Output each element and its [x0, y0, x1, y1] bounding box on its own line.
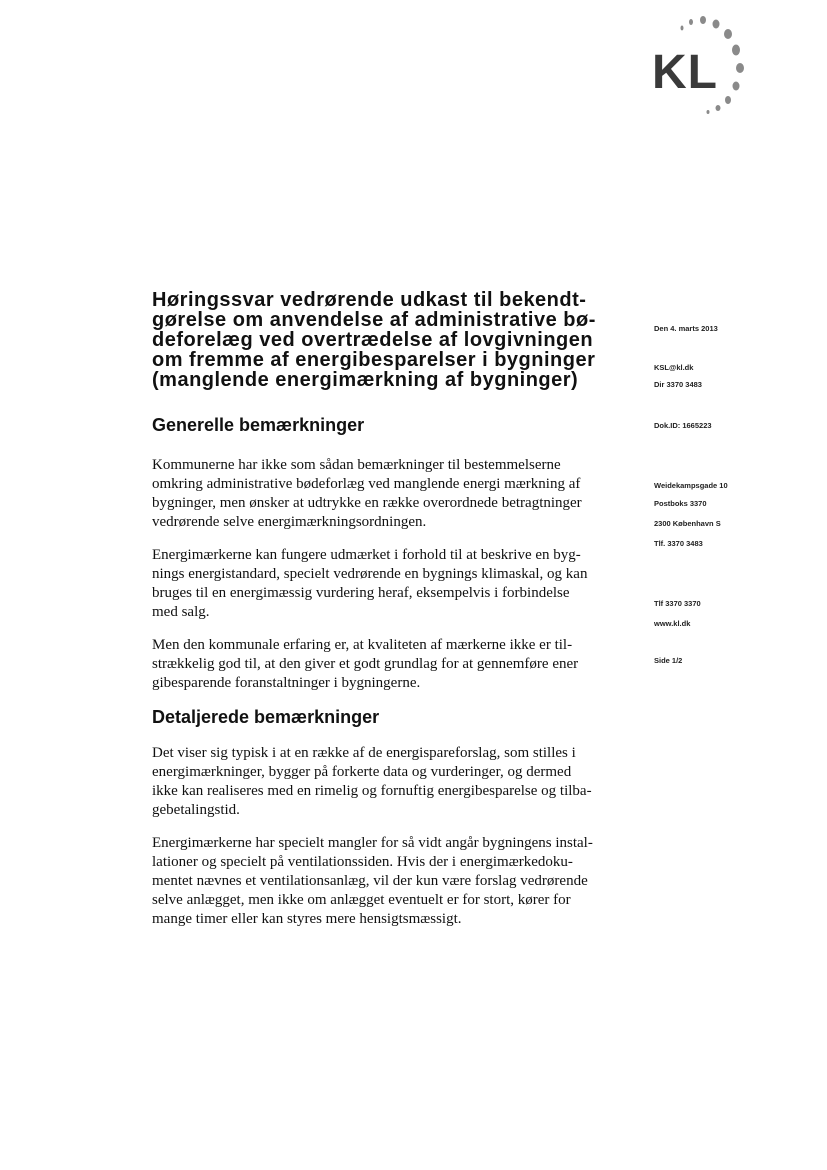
sidebar-phone2: Tlf 3370 3370 — [654, 599, 701, 608]
text-line: Energimærkerne kan fungere udmærket i forhold til at beskrive en byg- — [152, 547, 581, 563]
sidebar-city: 2300 København S — [654, 519, 721, 528]
title-line: (manglende energimærkning af bygninger) — [152, 369, 579, 391]
text-line: Det viser sig typisk i at en række af de energispareforslag, som stilles i — [152, 745, 576, 761]
sidebar-doc-id: Dok.ID: 1665223 — [654, 421, 712, 430]
paragraph-general-2 — [152, 546, 622, 622]
title-line: deforelæg ved overtrædelse af lovgivningen — [152, 329, 594, 351]
text-line: selve anlægget, men ikke om anlægget eventuelt er for stort, kører for — [152, 892, 571, 908]
text-line: nings energistandard, specielt vedrørende en bygnings klimaskal, og kan — [152, 566, 588, 582]
sidebar-website: www.kl.dk — [654, 619, 691, 628]
title-line: gørelse om anvendelse af administrative bø- — [152, 309, 596, 331]
sidebar-direct-phone: Dir 3370 3483 — [654, 380, 702, 389]
heading-detailed-remarks: Detaljerede bemærkninger — [152, 707, 380, 727]
text-line: Kommunerne har ikke som sådan bemærkninger til bestemmelserne — [152, 457, 561, 473]
title-line: om fremme af energibesparelser i bygninger — [152, 349, 596, 371]
text-line: Men den kommunale erfaring er, at kvaliteten af mærkerne ikke er til- — [152, 637, 573, 653]
text-line: ikke kan realiseres med en rimelig og fornuftig energibesparelse og tilba- — [152, 783, 592, 799]
heading-general-remarks: Generelle bemærkninger — [152, 415, 365, 435]
sidebar-date: Den 4. marts 2013 — [654, 324, 718, 333]
text-line: strækkelig god til, at den giver et godt grundlag for at gennemføre ener — [152, 656, 579, 672]
sidebar-pobox: Postboks 3370 — [654, 499, 707, 508]
text-line: vedrørende selve energimærkningsordningen. — [152, 514, 427, 530]
paragraph-detailed-1 — [152, 744, 622, 820]
text-line: mange timer eller kan styres mere hensigtsmæssigt. — [152, 911, 462, 927]
text-line: energimærkninger, bygger på forkerte data og vurderinger, og dermed — [152, 764, 572, 780]
text-line: mentet nævnes et ventilationsanlæg, vil der kun være forslag vedrørende — [152, 873, 588, 889]
text-line: omkring administrative bødeforlæg ved manglende energi mærkning af — [152, 476, 581, 492]
text-line: Energimærkerne har specielt mangler for så vidt angår bygningens instal- — [152, 835, 593, 851]
text-line: bruges til en energimæssig vurdering heraf, eksempelvis i forbindelse — [152, 585, 570, 601]
text-line: lationer og specielt på ventilationssiden. Hvis der i energimærkedoku- — [152, 854, 573, 870]
text-line: bygninger, men ønsker at udtrykke en række overordnede betragtninger — [152, 495, 582, 511]
paragraph-general-3 — [152, 636, 622, 693]
paragraph-general-1 — [152, 456, 622, 532]
sidebar-phone: Tlf. 3370 3483 — [654, 539, 703, 548]
text-line: med salg. — [152, 604, 210, 620]
paragraph-detailed-2 — [152, 834, 622, 929]
document-title — [152, 290, 622, 390]
kl-logo — [648, 14, 758, 114]
logo-lettering: KL — [652, 46, 718, 99]
text-line: gebetalingstid. — [152, 802, 240, 818]
sidebar-page-number: Side 1/2 — [654, 656, 683, 665]
text-line: gibesparende foranstaltninger i bygningerne. — [152, 675, 421, 691]
sidebar-street: Weidekampsgade 10 — [654, 481, 728, 490]
title-line: Høringssvar vedrørende udkast til bekendt- — [152, 289, 587, 311]
sidebar-email: KSL@kl.dk — [654, 363, 694, 372]
